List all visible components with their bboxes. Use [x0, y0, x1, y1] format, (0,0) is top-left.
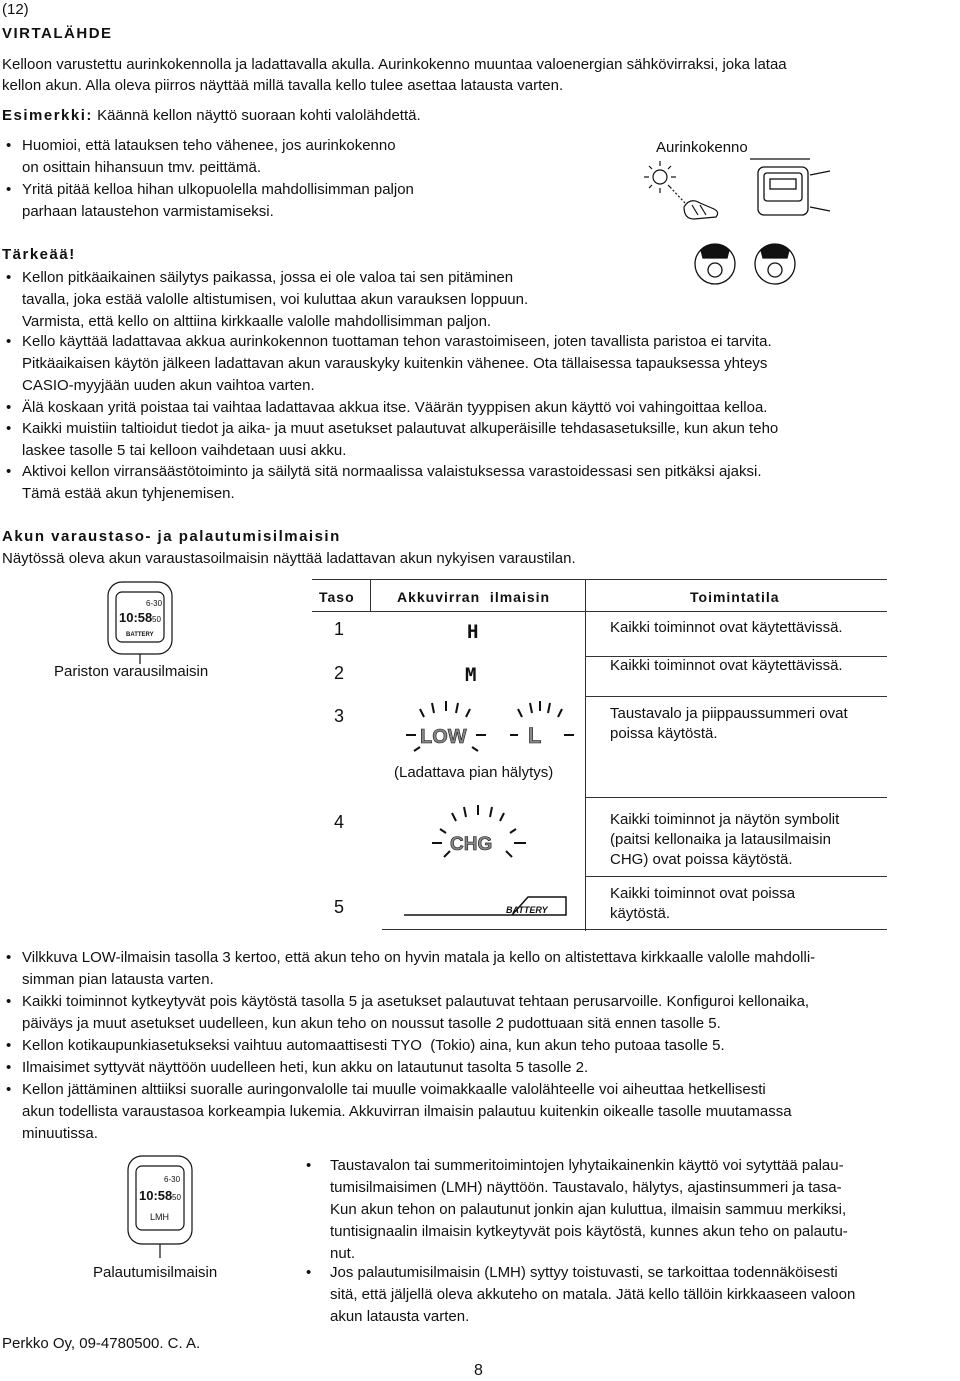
- solar-charging-illustration: [640, 155, 840, 225]
- recovery-bullet-1-line-3: Kun akun tehon on palautunut jonkin ajan kuluttua, ilmaisin sammuu merkiksi,: [330, 1201, 847, 1218]
- important-title: Tärkeää!: [2, 246, 76, 263]
- wrist-cuff-illustration: [693, 240, 813, 292]
- important-bullet-3-line-1: Älä koskaan yritä poistaa tai vaihtaa ladattavaa akkua itse. Väärän tyyppisen akun käyttö voi vahingoittaa kelloa.: [22, 399, 768, 416]
- important-bullet-1-line-2: tavalla, joka estää valolle altistumisen, voi kuluttaa akun varauksen loppuun.: [22, 291, 529, 308]
- important-bullet-2-line-1: Kello käyttää ladattavaa akkua aurinkokennon tuottaman tehon varastoimiseen, joten tavallista paristoa ei tarvita.: [22, 333, 772, 350]
- recovery-bullet-1-line-2: tumisilmaisimen (LMH) näyttöön. Taustavalo, hälytys, ajastinsummeri ja tasa-: [330, 1179, 842, 1196]
- watch-covered-icon: [695, 244, 735, 284]
- important-bullet-2-line-3: CASIO-myyjään uuden akun vaihtoa varten.: [22, 377, 315, 394]
- col-header-indicator: Akkuvirran ilmaisin: [397, 589, 551, 605]
- important-bullet-4-line-1: Kaikki muistiin taltioidut tiedot ja aika- ja muut asetukset palautuvat alkuperäisille tehdasasetuksille, kun akun teho: [22, 420, 779, 437]
- important-bullet-5-line-1: Aktivoi kellon virransäästötoiminto ja säilytä sitä normaalissa valaistuksessa varastoidessasi sen pitkäksi ajaksi.: [22, 463, 762, 480]
- page-number-top: (12): [2, 1, 29, 18]
- col-header-level: Taso: [319, 589, 355, 605]
- battery-bullet-4-line-1: Ilmaisimet syttyvät näyttöön uudelleen heti, kun akku on latautunut tasolta 5 tasolle 2.: [22, 1059, 589, 1076]
- col-header-state: Toimintatila: [690, 589, 780, 605]
- recovery-watch-illustration: [120, 1152, 200, 1262]
- battery-text: BATTERY: [506, 905, 548, 915]
- level-1: 1: [334, 619, 345, 639]
- recovery-bullet-1-line-1: Taustavalon tai summeritoimintojen lyhytaikainenkin käyttö voi sytyttää palau-: [330, 1157, 844, 1174]
- battery-watch-badge: BATTERY: [126, 632, 154, 638]
- important-bullet-1-line-3: Varmista, että kello on alttiina kirkkaalle valolle mahdollisimman paljon.: [22, 313, 492, 330]
- recovery-indicator-label: Palautumisilmaisin: [93, 1264, 218, 1281]
- example-line: [2, 106, 421, 126]
- intro-line-2: kellon akun. Alla oleva piirros näyttää millä tavalla kello tulee asettaa latausta varten.: [2, 77, 564, 94]
- level-4: 4: [334, 812, 345, 832]
- battery-level-table: [312, 579, 887, 931]
- example-label: Esimerkki:: [2, 107, 93, 124]
- watch-icon: [750, 159, 830, 215]
- level-3: 3: [334, 706, 345, 726]
- recovery-bullet-1-line-5: nut.: [330, 1245, 356, 1262]
- chg-text: CHG: [450, 834, 493, 855]
- recovery-watch-main: 10:58: [139, 1188, 173, 1203]
- battery-bullet-5-line-3: minuutissa.: [22, 1125, 98, 1142]
- important-bullet-4-line-2: laskee tasolle 5 tai kelloon vaihdetaan uusi akku.: [22, 442, 347, 459]
- battery-watch-illustration: [100, 578, 180, 666]
- low-alarm-caption: (Ladattava pian hälytys): [394, 764, 554, 781]
- state-level-3-line-1: Taustavalo ja piippaussummeri ovat: [610, 705, 848, 722]
- battery-bullet-3-line-1: Kellon kotikaupunkiasetukseksi vaihtuu automaattisesti TYO (Tokio) aina, kun akun teho putoaa tasolle 5.: [22, 1037, 725, 1054]
- footer-company: Perkko Oy, 09-4780500. C. A.: [2, 1335, 201, 1352]
- state-level-4-line-3: CHG) ovat poissa käytöstä.: [610, 851, 793, 868]
- solar-cell-label: Aurinkokenno: [656, 139, 748, 156]
- recovery-watch-top: 6-30: [164, 1175, 181, 1184]
- recovery-bullet-2-line-2: sitä, että jäljellä oleva akkuteho on matala. Jätä kello tällöin kirkkaaseen valoon: [330, 1286, 856, 1303]
- state-level-1: Kaikki toiminnot ovat käytettävissä.: [610, 619, 843, 636]
- battery-watch-top: 6-30: [146, 599, 163, 608]
- battery-bullet-5-line-1: Kellon jättäminen alttiiksi suoralle auringonvalolle tai muulle voimakkaalle valolähteelle voi aiheuttaa hetkellisesti: [22, 1081, 766, 1098]
- watch-covered-icon-2: [755, 244, 795, 284]
- intro-line-1: Kelloon varustettu aurinkokennolla ja ladattavalla akulla. Aurinkokenno muuntaa valoenergian sähkövirraksi, joka lataa: [2, 56, 787, 73]
- power-bullet-2-line-2: parhaan lataustehon varmistamiseksi.: [22, 203, 274, 220]
- power-bullet-1-line-2: on osittain hihansuun tmv. peittämä.: [22, 159, 262, 176]
- footer-page-number: 8: [474, 1362, 483, 1379]
- indicator-h: H: [467, 621, 479, 643]
- power-bullet-1-line-1: Huomioi, että latauksen teho vähenee, jos aurinkokenno: [22, 137, 396, 154]
- battery-bullet-1-line-2: simman pian latausta varten.: [22, 971, 214, 988]
- recovery-watch-sec: 50: [172, 1193, 181, 1202]
- battery-indicator-label: Pariston varausilmaisin: [54, 663, 209, 680]
- battery-section-title: Akun varaustaso- ja palautumisilmaisin: [2, 528, 341, 545]
- example-text: Käännä kellon näyttö suoraan kohti valolähdettä.: [97, 107, 421, 124]
- power-bullet-2-line-1: Yritä pitää kelloa hihan ulkopuolella mahdollisimman paljon: [22, 181, 414, 198]
- state-level-5-line-2: käytöstä.: [610, 905, 671, 922]
- recovery-bullet-2-line-3: akun latausta varten.: [330, 1308, 470, 1325]
- recovery-bullet-1-line-4: tuntisignaalin ilmaisin kytkeytyvät pois käytöstä, kunnes akun teho on palautu-: [330, 1223, 848, 1240]
- battery-watch-main: 10:58: [119, 610, 153, 625]
- state-level-5-line-1: Kaikki toiminnot ovat poissa: [610, 885, 796, 902]
- section-title-power: VIRTALÄHDE: [2, 25, 113, 42]
- battery-bullet-1-line-1: Vilkkuva LOW-ilmaisin tasolla 3 kertoo, että akun teho on hyvin matala ja kello on altistettava kirkkaalle valolle mahdolli-: [22, 949, 816, 966]
- battery-bullet-2-line-1: Kaikki toiminnot kytkeytyvät pois käytöstä tasolla 5 ja asetukset palautuvat tehtaan perusarvoille. Konfiguroi kellonaika,: [22, 993, 810, 1010]
- important-bullet-1-line-1: Kellon pitkäaikainen säilytys paikassa, jossa ei ole valoa tai sen pitäminen: [22, 269, 514, 286]
- important-bullet-2-line-2: Pitkäaikaisen käytön jälkeen ladattavan akun varauskyky kuitenkin vähenee. Ota tällaisessa tapauksessa yhteys: [22, 355, 768, 372]
- state-level-2: Kaikki toiminnot ovat käytettävissä.: [610, 657, 843, 674]
- level-2: 2: [334, 663, 345, 683]
- level-5: 5: [334, 897, 345, 917]
- state-level-4-line-1: Kaikki toiminnot ja näytön symbolit: [610, 811, 840, 828]
- battery-bullet-2-line-2: päiväys ja muut asetukset uudelleen, kun akun teho on noussut tasolle 2 pudottuaan sitä ennen tasolle 5.: [22, 1015, 721, 1032]
- state-level-4-line-2: (paitsi kellonaika ja latausilmaisin: [610, 831, 831, 848]
- battery-bullet-5-line-2: akun todellista varaustasoa korkeampia lukemia. Akkuvirran ilmaisin palautuu kuitenkin oikealle tasolle muutamassa: [22, 1103, 792, 1120]
- battery-section-subtitle: Näytössä oleva akun varaustasoilmaisin näyttää ladattavan akun nykyisen varaustilan.: [2, 550, 576, 567]
- battery-indicator-icon: [402, 891, 572, 921]
- hand-icon: [684, 201, 718, 219]
- indicator-m: M: [465, 664, 477, 686]
- blinking-chg-indicator-icon: [430, 805, 530, 861]
- sun-icon: [644, 161, 685, 203]
- recovery-bullet-2-line-1: Jos palautumisilmaisin (LMH) syttyy toistuvasti, se tarkoittaa todennäköisesti: [330, 1264, 838, 1281]
- recovery-watch-badge: LMH: [150, 1212, 170, 1222]
- important-bullet-5-line-2: Tämä estää akun tyhjenemisen.: [22, 485, 235, 502]
- blinking-low-indicator-icon: [402, 701, 582, 763]
- battery-watch-sec: 50: [152, 615, 161, 624]
- state-level-3-line-2: poissa käytöstä.: [610, 725, 718, 742]
- low-text: LOW: [420, 726, 467, 748]
- l-text: L: [528, 723, 542, 748]
